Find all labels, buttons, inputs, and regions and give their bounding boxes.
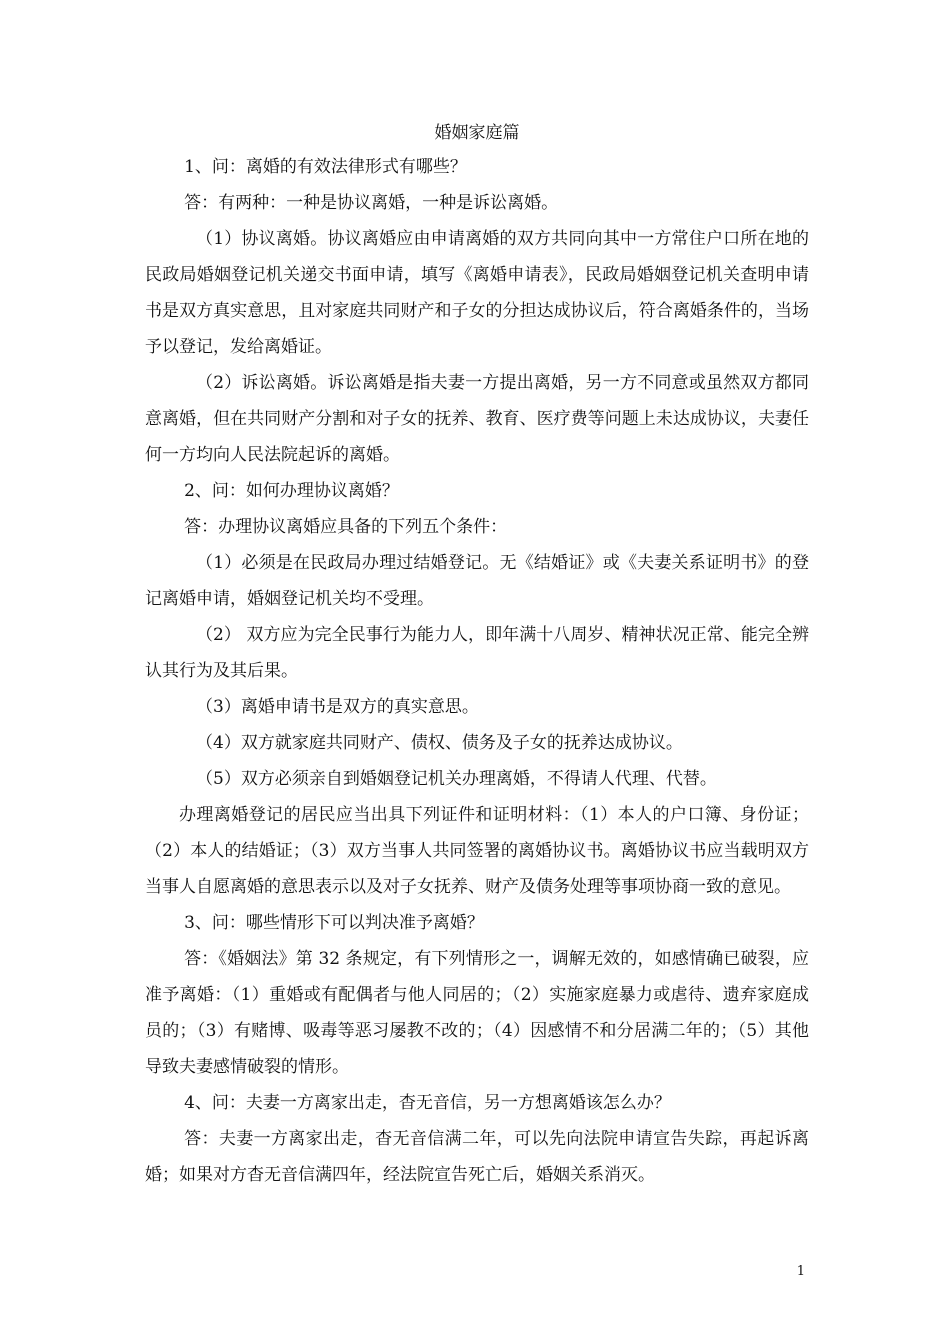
document-body xyxy=(145,117,809,1193)
question-2: 2、问：如何办理协议离婚？ xyxy=(184,481,399,501)
answer-2-item-1: （1）必须是在民政局办理过结婚登记。无《结婚证》或《夫妻关系证明书》的登记离婚申请，婚姻登记机关均不受理。 xyxy=(145,553,809,609)
answer-2-materials: 办理离婚登记的居民应当出具下列证件和证明材料：（1）本人的户口簿、身份证；（2）本人的结婚证；（3）双方当事人共同签署的离婚协议书。离婚协议书应当载明双方当事人自愿离婚的意思表示以及对子女抚养、财产及债务处理等事项协商一致的意见。 xyxy=(145,805,809,897)
answer-1-item-1: （1）协议离婚。协议离婚应由申请离婚的双方共同向其中一方常住户口所在地的民政局婚姻登记机关递交书面申请，填写《离婚申请表》，民政局婚姻登记机关查明申请书是双方真实意思，且对家庭共同财产和子女的分担达成协议后，符合离婚条件的，当场予以登记，发给离婚证。 xyxy=(145,229,809,357)
question-1: 1、问：离婚的有效法律形式有哪些？ xyxy=(184,157,467,177)
answer-2-item-4: （4）双方就家庭共同财产、债权、债务及子女的抚养达成协议。 xyxy=(196,733,683,753)
answer-2-item-5: （5）双方必须亲自到婚姻登记机关办理离婚，不得请人代理、代替。 xyxy=(196,769,717,789)
page-title: 婚姻家庭篇 xyxy=(434,123,520,143)
question-4: 4、问：夫妻一方离家出走，杳无音信，另一方想离婚该怎么办？ xyxy=(184,1093,671,1113)
answer-3: 答：《婚姻法》第 32 条规定，有下列情形之一，调解无效的，如感情确已破裂，应准予离婚：（1）重婚或有配偶者与他人同居的；（2）实施家庭暴力或虐待、遗弃家庭成员的；（3）有赌博、吸毒等恶习屡教不改的；（4）因感情不和分居满二年的；（5）其他导致夫妻感情破裂的情形。 xyxy=(145,949,809,1077)
answer-1-item-2: （2）诉讼离婚。诉讼离婚是指夫妻一方提出离婚，另一方不同意或虽然双方都同意离婚，但在共同财产分割和对子女的抚养、教育、医疗费等问题上未达成协议，夫妻任何一方均向人民法院起诉的离婚。 xyxy=(145,373,809,465)
answer-2-item-3: （3）离婚申请书是双方的真实意思。 xyxy=(196,697,479,717)
question-3: 3、问：哪些情形下可以判决准予离婚？ xyxy=(184,913,484,933)
answer-4: 答：夫妻一方离家出走，杳无音信满二年，可以先向法院申请宣告失踪，再起诉离婚；如果对方杳无音信满四年，经法院宣告死亡后，婚姻关系消灭。 xyxy=(145,1129,809,1185)
page-number: 1 xyxy=(796,1264,805,1279)
answer-2-item-2: （2） 双方应为完全民事行为能力人，即年满十八周岁、精神状况正常、能完全辨认其行为及其后果。 xyxy=(145,625,809,681)
answer-1: 答：有两种：一种是协议离婚，一种是诉讼离婚。 xyxy=(184,193,559,213)
answer-2: 答：办理协议离婚应具备的下列五个条件： xyxy=(184,517,508,537)
